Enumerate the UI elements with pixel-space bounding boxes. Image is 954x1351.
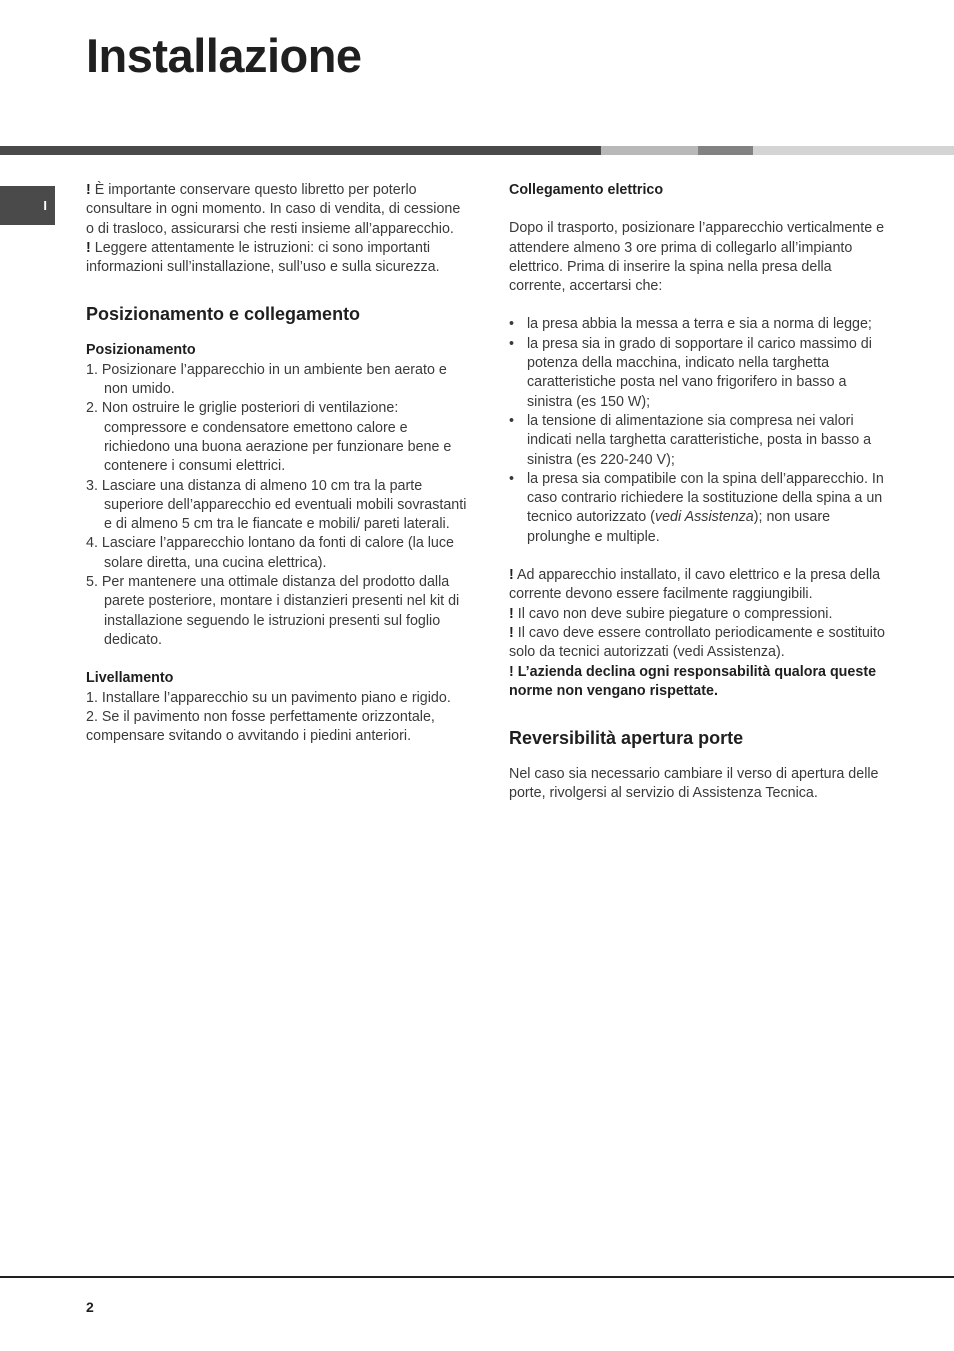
warning-paragraph: ! Il cavo non deve subire piegature o compressioni. xyxy=(509,605,833,622)
intro-paragraph-2: ! Leggere attentamente le istruzioni: ci sono importanti informazioni sull’installazione, sull’uso e sulla sicurezza. xyxy=(86,239,440,276)
exclamation-mark: ! xyxy=(86,239,91,256)
language-tab-label: I xyxy=(43,198,47,213)
subsection-title-collegamento-elettrico: Collegamento elettrico xyxy=(509,182,664,198)
reference-assistenza: vedi Assistenza xyxy=(654,509,754,526)
list-item: 5. Per mantenere una ottimale distanza del prodotto dalla parete posteriore, montare i distanzieri presenti nel kit di installazione seguendo le istruzioni presenti sul foglio dedicato. xyxy=(86,574,460,648)
requirements-list xyxy=(509,315,889,547)
right-column xyxy=(509,181,889,804)
exclamation-mark: ! xyxy=(509,567,514,584)
list-item: 3. Lasciare una distanza di almeno 10 cm tra la parte superiore dell’apparecchio ed eventuali mobili sovrastanti e di almeno 5 cm tra le fiancate e mobili/ pareti laterali. xyxy=(86,477,467,533)
collegamento-intro: Dopo il trasporto, posizionare l’apparecchio verticalmente e attendere almeno 3 ore prima di collegarlo all’impianto elettrico. Prima di inserire la spina nella presa della corrente, accertarsi che: xyxy=(509,220,885,295)
list-item: • la presa sia compatibile con la spina dell’apparecchio. In caso contrario richiedere la sostituzione della spina a un tecnico autorizzato (vedi Assistenza); non usare prolunghe e multiple. xyxy=(509,470,889,547)
section-title-posizionamento-collegamento: Posizionamento e collegamento xyxy=(86,304,361,325)
list-item: 1. Posizionare l’apparecchio in un ambiente ben aerato e non umido. xyxy=(86,361,447,398)
exclamation-mark: ! xyxy=(86,182,91,198)
posizionamento-list xyxy=(86,361,470,650)
header-bar-mid xyxy=(698,146,753,155)
subsection-title-livellamento: Livellamento xyxy=(86,670,174,687)
header-bar-light xyxy=(601,146,698,155)
livellamento-item: 2. Se il pavimento non fosse perfettamente orizzontale, compensare svitando o avvitando i piedini anteriori. xyxy=(86,708,435,745)
warning-paragraph: ! Il cavo deve essere controllato periodicamente e sostituito solo da tecnici autorizzati (vedi Assistenza). xyxy=(509,624,885,661)
intro-paragraph-1: ! È importante conservare questo libretto per poterlo consultare in ogni momento. In caso di vendita, di cessione o di trasloco, assicurarsi che resti insieme all’apparecchio. xyxy=(86,182,461,237)
liability-warning: ! L’azienda declina ogni responsabilità qualora queste norme non vengano rispettate. xyxy=(509,663,877,699)
list-item: 2. Non ostruire le griglie posteriori di ventilazione: compressore e condensatore emettono calore e richiedono una buona aerazione per funzionare bene e contenere i consumi elettrici. xyxy=(86,400,452,475)
subsection-title-posizionamento: Posizionamento xyxy=(86,342,196,359)
list-item: • la presa sia in grado di sopportare il carico massimo di potenza della macchina, indicato nella targhetta caratteristiche posta nel vano frigorifero in basso a sinistra (es 150 W); xyxy=(509,335,889,412)
list-item: 4. Lasciare l’apparecchio lontano da fonti di calore (la luce solare diretta, una cucina elettrica). xyxy=(86,535,454,571)
footer-rule xyxy=(0,1276,954,1278)
reversibilita-text: Nel caso sia necessario cambiare il verso di apertura delle porte, rivolgersi al servizio di Assistenza Tecnica. xyxy=(509,766,879,802)
left-column xyxy=(86,181,470,746)
language-tab xyxy=(0,186,55,225)
warning-paragraph: ! Ad apparecchio installato, il cavo elettrico e la presa della corrente devono essere facilmente raggiungibili. xyxy=(509,567,881,603)
exclamation-mark: ! xyxy=(509,624,514,641)
section-title-reversibilita: Reversibilità apertura porte xyxy=(509,728,744,749)
livellamento-item: 1. Installare l’apparecchio su un pavimento piano e rigido. xyxy=(86,689,451,706)
header-bar-light-end xyxy=(753,146,954,155)
list-item: • la presa abbia la messa a terra e sia a norma di legge; xyxy=(509,315,889,334)
list-item: • la tensione di alimentazione sia compresa nei valori indicati nella targhetta caratteristiche, posta in basso a sinistra (es 220-240 V); xyxy=(509,412,889,470)
exclamation-mark: ! xyxy=(509,605,514,622)
page-title: Installazione xyxy=(86,29,362,82)
header-bar-dark xyxy=(0,146,601,155)
page-number: 2 xyxy=(86,1299,94,1315)
